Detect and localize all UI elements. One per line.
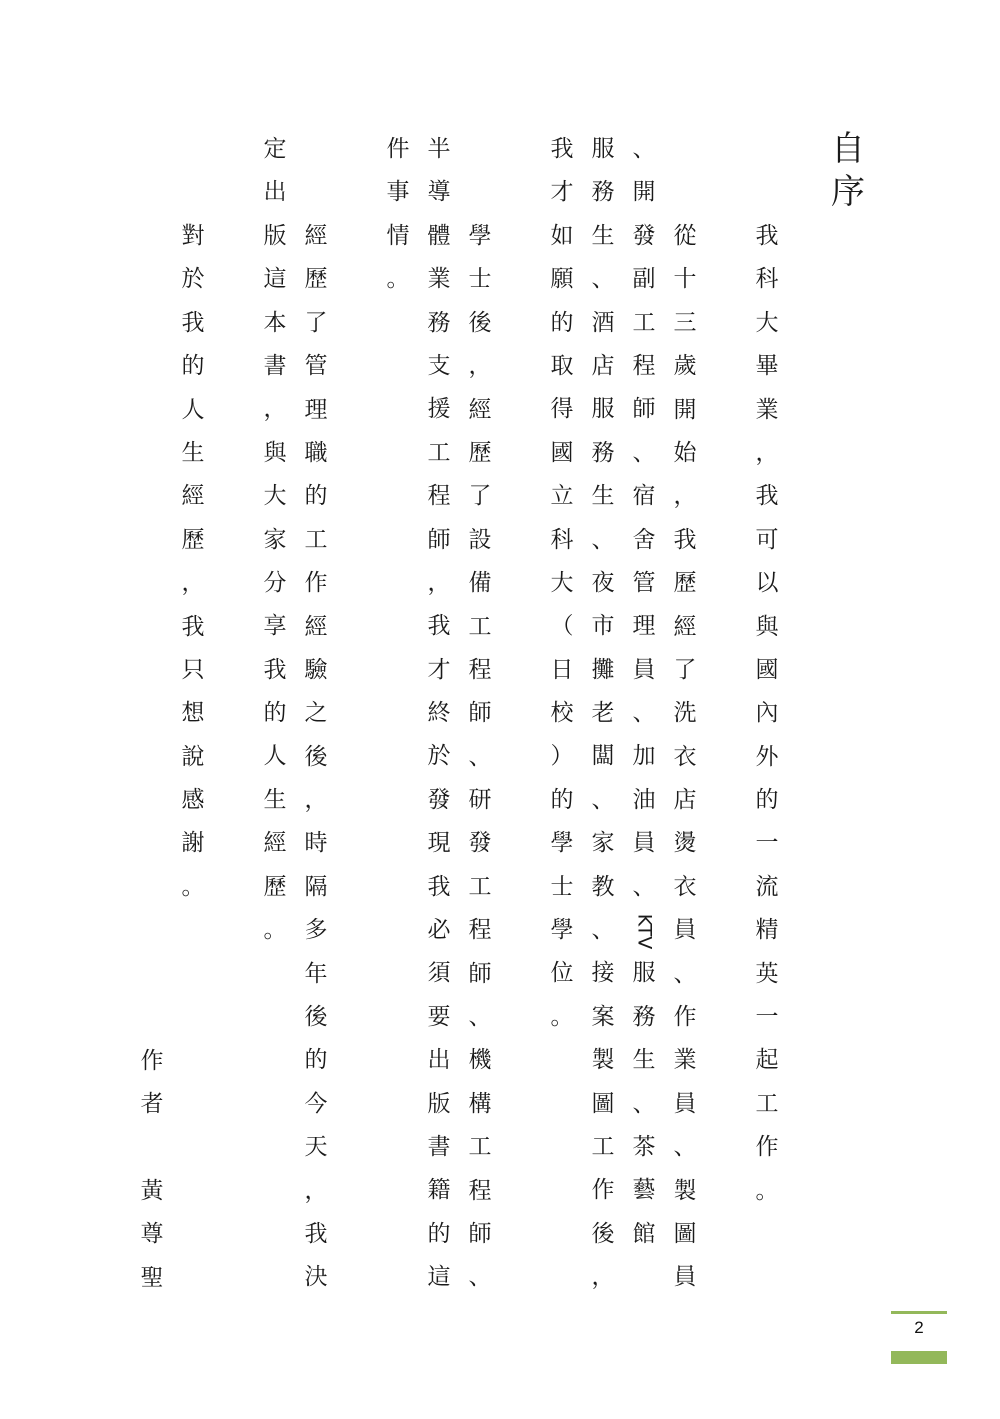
text-glyph: 一 (755, 830, 779, 857)
text-glyph: 終 (427, 700, 451, 727)
text-glyph: 黃 (140, 1178, 164, 1204)
text-glyph: 作 (673, 1004, 697, 1031)
text-glyph: 師 (468, 700, 492, 727)
text-glyph: 發 (427, 786, 451, 813)
text-glyph: 開 (632, 179, 656, 206)
text-glyph: 取 (550, 352, 574, 379)
text-glyph: ， (304, 1177, 328, 1204)
paragraph-text (545, 128, 579, 1039)
text-glyph: 、 (632, 136, 656, 162)
text-glyph: 研 (468, 787, 492, 814)
text-glyph: 的 (427, 1220, 451, 1247)
text-glyph: 士 (550, 873, 574, 900)
text-glyph: 必 (427, 917, 451, 944)
text-glyph: 從 (673, 223, 697, 249)
text-glyph: 員 (673, 917, 697, 944)
text-glyph: 程 (468, 917, 492, 944)
text-glyph: ） (550, 743, 574, 770)
text-glyph: 發 (632, 222, 656, 249)
text-glyph: 書 (263, 352, 287, 379)
text-glyph: 享 (263, 613, 287, 640)
author-name-text (135, 1170, 169, 1300)
text-glyph: 工 (591, 1133, 615, 1160)
text-glyph: 、 (591, 917, 615, 944)
text-glyph: 我 (181, 309, 205, 336)
text-glyph: 以 (755, 570, 779, 597)
text-glyph: 、 (673, 960, 697, 987)
text-glyph: 程 (468, 656, 492, 683)
text-glyph: 圖 (591, 1090, 615, 1117)
paragraph-4-col (463, 215, 497, 1300)
text-glyph: 多 (304, 917, 328, 944)
text-glyph: 願 (550, 266, 574, 293)
text-glyph: 館 (632, 1220, 656, 1247)
text-glyph: ， (304, 787, 328, 814)
text-glyph: 程 (468, 1177, 492, 1204)
text-glyph: 情 (386, 222, 410, 249)
text-glyph: 工 (427, 439, 451, 466)
text-glyph: 這 (263, 266, 287, 293)
text-glyph: 年 (304, 960, 328, 987)
text-glyph: 我 (550, 136, 574, 162)
text-glyph: 、 (673, 1134, 697, 1161)
paragraph-4-col-cont (422, 128, 456, 1300)
paragraph-text (627, 128, 661, 1256)
text-glyph: 人 (181, 396, 205, 423)
text-glyph: 的 (550, 309, 574, 336)
text-glyph: 、 (632, 439, 656, 466)
text-glyph: ， (755, 439, 779, 466)
text-glyph: 我 (673, 526, 697, 553)
text-glyph: 服 (591, 136, 615, 162)
text-glyph: 員 (673, 1264, 697, 1291)
text-glyph: 想 (181, 700, 205, 727)
text-glyph: 理 (632, 613, 656, 640)
text-glyph: 英 (755, 960, 779, 987)
text-glyph: 師 (468, 1220, 492, 1247)
text-glyph: 務 (427, 309, 451, 336)
text-glyph: 店 (673, 787, 697, 814)
text-glyph: 我 (427, 873, 451, 900)
text-glyph: 出 (263, 179, 287, 206)
text-glyph: 得 (550, 396, 574, 423)
text-glyph: 、 (632, 700, 656, 727)
text-glyph: ， (427, 569, 451, 596)
text-glyph: 、 (468, 743, 492, 770)
text-glyph: 今 (304, 1090, 328, 1117)
text-glyph: 我 (181, 613, 205, 640)
text-glyph: 業 (673, 1047, 697, 1074)
text-glyph: 職 (304, 439, 328, 466)
text-glyph: 版 (263, 222, 287, 249)
text-glyph: 經 (304, 613, 328, 640)
text-glyph: 。 (263, 917, 287, 944)
text-glyph: 時 (304, 830, 328, 857)
text-glyph: 。 (181, 873, 205, 900)
text-glyph: 、 (591, 786, 615, 813)
text-glyph: 經 (181, 483, 205, 510)
text-glyph: 歲 (673, 353, 697, 380)
text-glyph: 版 (427, 1090, 451, 1117)
text-glyph: 起 (755, 1047, 779, 1074)
text-glyph: 決 (304, 1264, 328, 1291)
paragraph-2-col (668, 215, 702, 1300)
text-glyph: 分 (263, 569, 287, 596)
text-glyph: 油 (632, 786, 656, 813)
text-glyph: 店 (591, 352, 615, 379)
text-glyph: 夜 (591, 569, 615, 596)
text-glyph: 生 (591, 483, 615, 510)
text-glyph: 圖 (673, 1220, 697, 1247)
text-glyph: 作 (755, 1134, 779, 1161)
text-glyph: 後 (304, 1004, 328, 1031)
text-glyph: （ (550, 613, 574, 640)
text-glyph: 聖 (140, 1264, 164, 1291)
text-glyph: 位 (550, 960, 574, 987)
text-glyph: 管 (632, 569, 656, 596)
text-glyph: 業 (755, 396, 779, 423)
text-glyph: 作 (140, 1048, 164, 1074)
text-glyph: 支 (427, 352, 451, 379)
text-glyph: 半 (427, 136, 451, 162)
text-glyph: 內 (755, 700, 779, 727)
text-glyph: 務 (632, 1003, 656, 1030)
text-glyph: ， (181, 570, 205, 597)
text-glyph: 才 (427, 656, 451, 683)
text-glyph: 經 (468, 396, 492, 423)
text-glyph: 師 (632, 396, 656, 423)
author-label (135, 1040, 169, 1127)
paragraph-7-col (176, 215, 210, 909)
text-glyph: 的 (755, 787, 779, 814)
text-glyph: 大 (263, 483, 287, 510)
page-number-bar (891, 1351, 947, 1364)
text-glyph: 、 (591, 526, 615, 553)
paragraph-text (750, 215, 784, 1213)
text-glyph: 者 (140, 1091, 164, 1118)
paragraph-text (668, 215, 702, 1300)
paragraph-text (258, 128, 292, 952)
text-glyph: 科 (550, 526, 574, 553)
text-glyph: 定 (263, 136, 287, 162)
text-glyph: 燙 (673, 830, 697, 857)
text-glyph: 導 (427, 179, 451, 206)
text-glyph: 了 (673, 656, 697, 683)
text-glyph: 只 (181, 656, 205, 683)
text-glyph: 衣 (673, 743, 697, 770)
text-glyph: 國 (755, 656, 779, 683)
text-glyph: 程 (427, 483, 451, 510)
text-glyph: 舍 (632, 526, 656, 553)
text-glyph: 精 (755, 917, 779, 944)
author-label-text (135, 1040, 169, 1127)
text-glyph: 援 (427, 396, 451, 423)
text-glyph: 大 (550, 569, 574, 596)
text-glyph: 作 (591, 1177, 615, 1204)
text-glyph: 工 (468, 873, 492, 900)
text-glyph: 員 (673, 1090, 697, 1117)
text-glyph: 國 (550, 439, 574, 466)
text-glyph: 案 (591, 1003, 615, 1030)
text-glyph: 製 (673, 1177, 697, 1204)
text-glyph: 洗 (673, 700, 697, 727)
text-glyph: 隔 (304, 873, 328, 900)
text-glyph: 老 (591, 700, 615, 727)
text-glyph: 員 (632, 656, 656, 683)
text-glyph: 可 (755, 526, 779, 553)
text-glyph: 的 (181, 353, 205, 380)
paragraph-text (586, 128, 620, 1300)
text-glyph: 後 (468, 309, 492, 336)
paragraph-text (463, 215, 497, 1300)
text-glyph: 理 (304, 396, 328, 423)
text-glyph: 工 (468, 613, 492, 640)
text-glyph: 的 (263, 700, 287, 727)
text-glyph: 工 (468, 1134, 492, 1161)
text-glyph: 感 (181, 787, 205, 814)
text-glyph: 員 (632, 830, 656, 857)
text-glyph: 管 (304, 353, 328, 380)
text-glyph: 出 (427, 1047, 451, 1074)
text-glyph: 歷 (304, 266, 328, 293)
text-glyph: 校 (550, 700, 574, 727)
text-glyph: 如 (550, 222, 574, 249)
text-glyph: 茶 (632, 1133, 656, 1160)
text-glyph: 立 (550, 483, 574, 510)
text-glyph: 、 (632, 873, 656, 900)
text-glyph: KTV (633, 913, 656, 950)
text-glyph: 說 (181, 743, 205, 770)
text-glyph: 、 (591, 266, 615, 293)
text-glyph: 服 (591, 396, 615, 423)
text-glyph: 一 (755, 1004, 779, 1031)
paragraph-3-col (586, 128, 620, 1300)
text-glyph: 闆 (591, 743, 615, 770)
text-glyph: 生 (263, 786, 287, 813)
text-glyph: 設 (468, 526, 492, 553)
text-glyph: 加 (632, 743, 656, 770)
text-glyph: 的 (304, 483, 328, 510)
text-glyph: 宿 (632, 483, 656, 510)
text-glyph: 生 (632, 1047, 656, 1074)
text-glyph: 師 (468, 960, 492, 987)
text-glyph: 工 (755, 1090, 779, 1117)
text-glyph: 我 (755, 223, 779, 249)
paragraph-1-col (750, 215, 784, 1213)
text-glyph: 。 (755, 1177, 779, 1204)
text-glyph: 。 (550, 1003, 574, 1030)
text-glyph: 於 (427, 743, 451, 770)
text-glyph: 了 (468, 483, 492, 510)
text-glyph: 作 (304, 570, 328, 597)
text-glyph: ， (673, 483, 697, 510)
text-glyph: 謝 (181, 830, 205, 857)
text-glyph: 歷 (263, 873, 287, 900)
text-glyph: 後 (304, 743, 328, 770)
text-glyph: 生 (181, 439, 205, 466)
text-glyph: 對 (181, 223, 205, 249)
paragraph-5-col (381, 128, 415, 302)
text-glyph: 籍 (427, 1177, 451, 1204)
text-glyph: 流 (755, 873, 779, 900)
text-glyph: 構 (468, 1090, 492, 1117)
text-glyph: 接 (591, 960, 615, 987)
text-glyph: 才 (550, 179, 574, 206)
text-glyph: 大 (755, 309, 779, 336)
page-title: 自序 (831, 129, 865, 212)
text-glyph: 業 (427, 266, 451, 293)
text-glyph: 歷 (181, 526, 205, 553)
text-glyph: 發 (468, 830, 492, 857)
text-glyph: 後 (591, 1220, 615, 1247)
text-glyph: 教 (591, 873, 615, 900)
text-glyph: 經 (263, 830, 287, 857)
text-glyph: 開 (673, 396, 697, 423)
text-glyph: 我 (755, 483, 779, 510)
text-glyph: 家 (591, 830, 615, 857)
text-glyph: 的 (550, 786, 574, 813)
text-glyph: 科 (755, 266, 779, 293)
text-glyph: 十 (673, 266, 697, 293)
text-glyph: 服 (632, 960, 656, 987)
paragraph-text (299, 215, 333, 1300)
text-glyph: 務 (591, 439, 615, 466)
paragraph-6-col (299, 215, 333, 1300)
text-glyph: 件 (386, 136, 410, 162)
text-glyph: 我 (427, 613, 451, 640)
text-glyph: 學 (468, 223, 492, 249)
text-glyph: 副 (632, 266, 656, 293)
text-glyph: 學 (550, 830, 574, 857)
text-glyph: 這 (427, 1264, 451, 1291)
paragraph-text (381, 128, 415, 302)
text-glyph: 人 (263, 743, 287, 770)
page-number: 2 (914, 1318, 924, 1337)
text-glyph: 之 (304, 700, 328, 727)
text-glyph: 生 (591, 222, 615, 249)
text-glyph: 日 (550, 656, 574, 683)
text-glyph: 與 (263, 439, 287, 466)
text-glyph: 師 (427, 526, 451, 553)
text-glyph: 要 (427, 1003, 451, 1030)
paragraph-3-col-cont (545, 128, 579, 1039)
text-glyph: 體 (427, 222, 451, 249)
text-glyph: 外 (755, 743, 779, 770)
text-glyph: 藝 (632, 1177, 656, 1204)
text-glyph: 三 (673, 309, 697, 336)
paragraph-2-col-cont (627, 128, 661, 1256)
text-glyph: 尊 (140, 1221, 164, 1248)
text-glyph: 士 (468, 266, 492, 293)
text-glyph: 、 (632, 1090, 656, 1117)
text-glyph: 學 (550, 917, 574, 944)
text-glyph: 現 (427, 830, 451, 857)
text-glyph: 攤 (591, 656, 615, 683)
paragraph-6-col-cont (258, 128, 292, 952)
text-glyph: 經 (304, 223, 328, 249)
text-glyph: 我 (263, 656, 287, 683)
text-glyph: 本 (263, 309, 287, 336)
text-glyph: 市 (591, 613, 615, 640)
text-glyph: 。 (386, 266, 410, 293)
text-glyph: 經 (673, 613, 697, 640)
text-glyph: 與 (755, 613, 779, 640)
paragraph-text (422, 128, 456, 1300)
text-glyph: ， (468, 353, 492, 380)
text-glyph: 於 (181, 266, 205, 293)
text-glyph: 天 (304, 1134, 328, 1161)
text-glyph: 衣 (673, 873, 697, 900)
text-glyph: 務 (591, 179, 615, 206)
text-glyph: 我 (304, 1220, 328, 1247)
text-glyph: 製 (591, 1047, 615, 1074)
author-name (135, 1170, 169, 1300)
text-glyph: 工 (632, 309, 656, 336)
text-glyph: 事 (386, 179, 410, 206)
text-glyph: 歷 (468, 439, 492, 466)
text-glyph: 驗 (304, 656, 328, 683)
text-glyph: 畢 (755, 353, 779, 380)
text-glyph: 家 (263, 526, 287, 553)
text-glyph: 機 (468, 1047, 492, 1074)
text-glyph: ， (263, 396, 287, 423)
text-glyph: 備 (468, 570, 492, 597)
text-glyph: 歷 (673, 570, 697, 597)
text-glyph: 酒 (591, 309, 615, 336)
text-glyph: 、 (468, 1004, 492, 1031)
text-glyph: 程 (632, 352, 656, 379)
text-glyph: 、 (468, 1264, 492, 1291)
text-glyph: 工 (304, 526, 328, 553)
text-glyph: ， (591, 1264, 615, 1291)
text-glyph: 須 (427, 960, 451, 987)
text-glyph: 書 (427, 1133, 451, 1160)
text-glyph: 了 (304, 309, 328, 336)
paragraph-text (176, 215, 210, 909)
text-glyph: 始 (673, 439, 697, 466)
text-glyph: 的 (304, 1047, 328, 1074)
page-number-rule (891, 1311, 947, 1314)
